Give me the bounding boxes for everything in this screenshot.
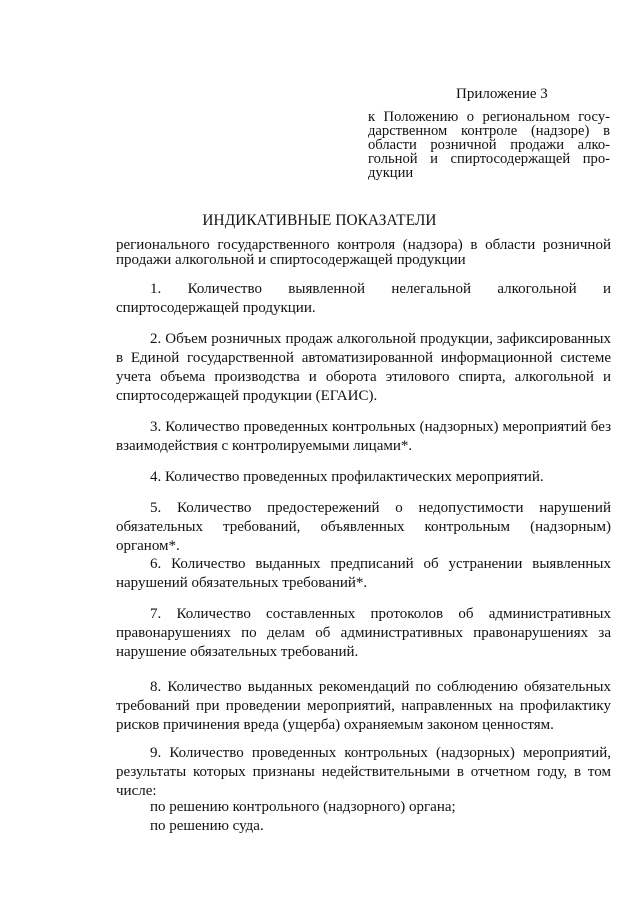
annex-title: Приложение 3 [456,86,548,102]
indicator-item-6: 6. Количество выданных предписаний об устранении выявленных нарушений обязательных требований*. [116,556,611,591]
annex-reference [368,110,610,180]
document-title: ИНДИКАТИВНЫЕ ПОКАЗАТЕЛИ [202,212,437,229]
indicator-item-5: 5. Количество предостережений о недопустимости нарушений обязательных требований, объявленных контрольным (надзорным) органом*. [116,500,611,554]
indicator-item-9: 9. Количество проведенных контрольных (надзорных) мероприятий, результаты которых признаны недействительными в отчетном году, в том числе: [116,745,611,799]
indicator-item-4: 4. Количество проведенных профилактических мероприятий. [150,469,544,485]
indicator-item-3: 3. Количество проведенных контрольных (надзорных) мероприятий без взаимодействия с контролируемыми лицами*. [116,419,611,454]
indicator-item-8: 8. Количество выданных рекомендаций по соблюдению обязательных требований при проведении мероприятий, направленных на профилактику рисков причинения вреда (ущерба) охраняемым законом ценностям. [116,679,611,733]
indicator-item-7: 7. Количество составленных протоколов об административных правонарушениях по делам об административных правонарушениях за нарушение обязательных требований. [116,606,611,660]
annex-line: дарственном контроле (надзоре) в [368,123,610,139]
annex-line: к Положению о региональном госу- [368,109,610,125]
annex-line: области розничной продажи алко- [368,137,610,153]
document-subtitle: регионального государственного контроля (надзора) в области розничной продажи алкогольной и спиртосодержащей продукции [116,237,611,268]
annex-line: гольной и спиртосодержащей про- [368,151,610,167]
indicator-item-2: 2. Объем розничных продаж алкогольной продукции, зафиксированных в Единой государственной автоматизированной информационной системе учета объема производства и оборота этилового спирта, алкогольной и спиртосодержащей продукции (ЕГАИС). [116,331,611,404]
indicator-subline: по решению суда. [150,818,264,834]
annex-line: дукции [368,165,414,181]
indicator-item-1: 1. Количество выявленной нелегальной алкогольной и спиртосодержащей продукции. [116,281,611,316]
indicator-subline: по решению контрольного (надзорного) органа; [150,799,456,815]
